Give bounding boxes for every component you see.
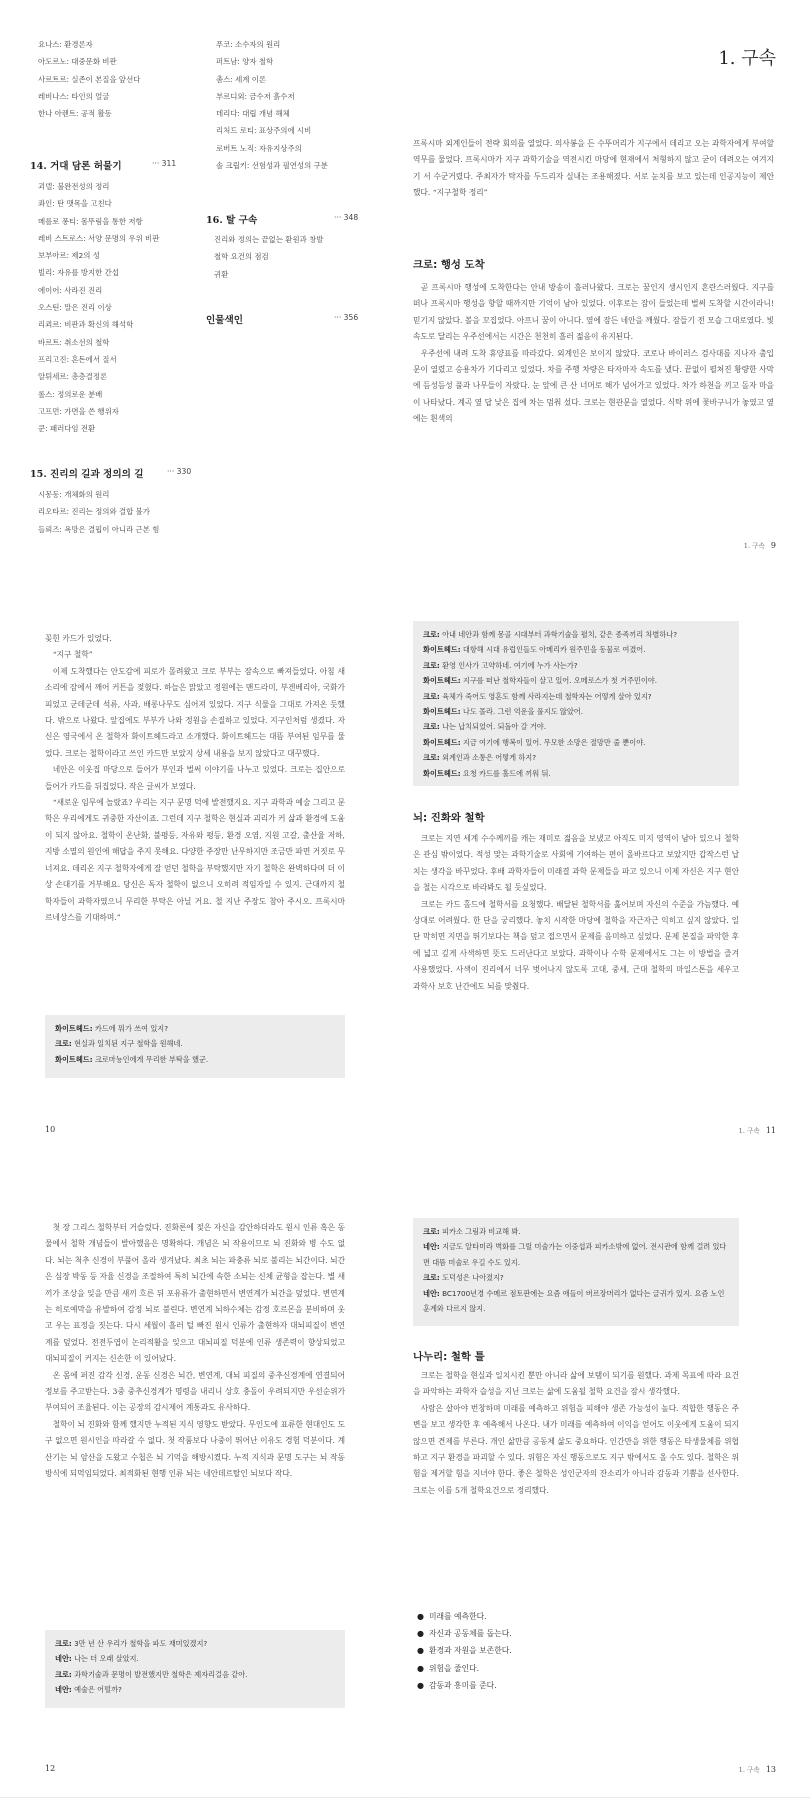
toc-entry[interactable]: 촘스: 세계 이론 [216, 74, 267, 84]
toc-entry[interactable]: 부르디외: 금수저 흙수저 [216, 91, 295, 101]
body-text [413, 831, 739, 995]
body-text [45, 1220, 345, 1483]
toc-entry[interactable]: 솔 크립키: 선험성과 필연성의 구분 [216, 161, 328, 171]
toc-chapter-14-title[interactable]: 14. 거대 담론 허물기 [30, 161, 122, 172]
dialogue-box [45, 1630, 345, 1708]
dialogue-line [423, 658, 729, 673]
toc-entry[interactable]: 롤스: 정의로운 분배 [38, 389, 103, 399]
intro-paragraph: 프록시마 외계인들이 전략 회의를 열었다. 의사봉을 든 수뚜머리가 지구에서 데리고 오는 과학자에게 부여할 역무를 물었다. 프록시마가 지구 과학기술을 역전시킨 마당에 현재에서 처형하지 않고 굳이 데려오는 여겨지기 서 수군거렸다. 주최자가 탁자를 두드리자 실내는 조용해졌다. 서로 눈치를 보고 있는데 인공지능이 제안했다. “지구철학 정리” [413, 139, 774, 198]
toc-entry[interactable]: 아도르노: 대중문화 비판 [38, 57, 117, 67]
page-folio [45, 1764, 55, 1773]
toc-chapter-16-title[interactable]: 16. 탈 구속 [206, 215, 258, 226]
speaker: 네안: [423, 1288, 440, 1298]
running-head: 1. 구속 [738, 1766, 760, 1774]
chapter-intro [413, 136, 774, 202]
paragraph: “새로운 임무에 놀랐죠? 우리는 지구 문명 덕에 발전했지요. 지구 과학과 예술 그리고 문학은 우리에게도 귀중한 자산이죠. 그런데 지구 철학은 현실과 괴리가 커 삶과 환경에 도움이 되지 않아요. 철학이 온난화, 불평등, 자유와 평등, 환경 오염, 지원 고갈, 출산율 저하, 지방 소멸의 원인에 해답을 주지 못해요. 다양한 주장만 난무하지만 조금만 파면 거짓로 무너져요. 데리온 지구 철학자에게 잘 얻던 철학을 부탁했지만 자기 철학은 완벽하다며 더 이상 손대기를 거부해요. 당신은 독자 철학이 없으니 오히려 적임자일 수 있지. 근대까지 철학자들이 과학자였으니 무리한 부탁은 아닐 거요. 철 지난 주장도 참아 주시오. 프록시마 르네상스를 기대하며.” [45, 798, 345, 922]
toc-chapter-16-items [214, 231, 323, 283]
utterance: 지금 여기에 행복이 있어. 무모한 소망은 절망만 줄 뿐이야. [462, 737, 646, 747]
page-11 [405, 599, 810, 1198]
paragraph: 철학이 뇌 진화와 함께 했지만 누적된 지식 영향도 받았다. 무인도에 표류한 현대인도 도구 없으면 원시인을 따라갈 수 없다. 첫 작품보다 나중이 뛰어난 이유도 경험 덕분이다. 계산기는 뇌 암산을 도왔고 수첩은 뇌 기억을 해방시켰다. 누적 지식과 문명 도구는 뇌 작동 방식에 되먹임되었다. 최적화된 현행 인류 뇌는 네안데르탈인 뇌보다 작다. [45, 1419, 345, 1479]
list-item: ● 미래를 예측한다. [417, 1608, 512, 1625]
list-item: ● 자신과 공동체를 돕는다. [417, 1625, 512, 1642]
toc-entry[interactable]: 퍼트남: 양자 철학 [216, 57, 274, 67]
dialogue-line [423, 627, 729, 642]
dialogue-line [423, 1270, 729, 1285]
toc-entry[interactable]: 진리와 정의는 끝없는 환원과 창발 [214, 235, 324, 244]
toc-entry[interactable]: 보부아르: 제2의 성 [38, 251, 100, 261]
page-number: 9 [770, 541, 776, 550]
dialogue-line [423, 642, 729, 657]
page-number: 13 [765, 1765, 776, 1774]
list-item: ● 위험을 줄인다. [417, 1660, 512, 1677]
utterance: 카드에 뭐가 쓰여 있지? [94, 1024, 169, 1033]
paragraph: 곧 프록시마 행성에 도착한다는 안내 방송이 흘러나왔다. 크로는 꿈인지 생시인지 혼란스러웠다. 지구를 떠나 프록시마 행성을 향할 때까지만 기억이 남아 있었다. 이후로는 잠이 들었는데 벌써 도착할 시간이라니! 믿기지 않았다. 볼을 꼬집었다. 아프니 꿈이 아니다. 옆에 잠든 네안을 깨웠다. 잠들기 전 모습 그대로였다. 빛 속도로 달리는 우주선에서는 시간은 천천히 흘러 젊음이 유지된다. [413, 283, 774, 342]
speaker: 네안: [55, 1654, 72, 1664]
speaker: 네안: [423, 1242, 440, 1252]
utterance: 예술은 어떨까? [74, 1685, 122, 1695]
toc-entry[interactable]: 쿤: 패러다임 전환 [38, 424, 96, 434]
utterance: 나는 납치되었어. 되돌아 갈 거야. [442, 722, 547, 732]
speaker: 크로: [423, 722, 440, 732]
speaker: 크로: [423, 630, 440, 639]
speaker: 화이트헤드: [423, 768, 461, 778]
speaker: 크로: [423, 691, 440, 701]
toc-entry[interactable]: 에이어: 사라진 진리 [38, 285, 103, 295]
toc-entry[interactable]: 리처드 로티: 표상주의에 시비 [216, 126, 312, 136]
body-text [45, 631, 345, 926]
utterance: 대항해 시대 유럽인들도 아메리카 원주민을 동물로 여겼어. [462, 645, 646, 655]
speaker: 화이트헤드: [423, 645, 461, 655]
toc-entry[interactable]: 메를로 퐁티: 몸뚜림을 통한 저항 [38, 216, 143, 226]
toc-entry[interactable]: 리쾨르: 비판과 확신의 해석학 [38, 320, 134, 330]
speaker: 화이트헤드: [55, 1054, 93, 1064]
dialogue-line [423, 1286, 729, 1317]
page-12 [0, 1198, 405, 1797]
toc-page [0, 0, 405, 599]
page-folio [739, 1764, 776, 1774]
paragraph: 네안은 이웃집 마당으로 들어가 부인과 벌써 이야기를 나누고 있었다. 크로는 집안으로 들어가 카드를 뒤집었다. 작은 글씨가 보였다. [45, 765, 345, 791]
section-heading: 나누리: 철학 틀 [413, 1351, 485, 1363]
toc-entry[interactable]: 들뢰즈: 욕망은 결핍이 아니라 근본 힘 [38, 524, 160, 534]
speaker: 크로: [55, 1639, 72, 1648]
toc-entry[interactable]: 철학 요건의 점검 [214, 252, 269, 262]
running-head: 1. 구속 [738, 1127, 760, 1135]
utterance: 육체가 죽어도 영혼도 함께 사라지는데 철학자는 어떻게 살아 있지? [442, 691, 652, 701]
paragraph: “지구 철학” [52, 650, 93, 660]
utterance: 현실과 일치된 지구 철학을 원해네. [74, 1039, 183, 1049]
body-text [413, 280, 774, 428]
dialogue-box [413, 1218, 739, 1326]
requirements-list [417, 1608, 512, 1694]
utterance: 지금도 알타미라 벽화를 그릴 미술가는 이중섭과 피카소밖에 없어. 전시관에 함께 걸려 있다면 대뜸 미술로 우길 수도 있지. [423, 1242, 727, 1267]
page-folio [45, 1125, 55, 1134]
toc-entry[interactable]: 요나스: 환경론자 [38, 40, 93, 49]
paragraph: 이제 도착했다는 안도감에 피로가 몰려왔고 크로 부부는 잠속으로 빠져들었다. 아침 새소리에 잠에서 깨어 커튼을 젖혔다. 하늘은 맑았고 정원에는 맨드라미, 부겐베리아, 국화가 피었고 군데군데 석류, 사과, 배롱나무도 심어져 있었다. 지구 식물을 그대로 가져온 듯했다. 밖으로 나왔다. 앞집에도 부부가 나와 정원을 손질하고 있었다. 지구인처럼 생겼다. 자신은 영국에서 온 철학자 화이트헤드라고 소개했다. 화이트헤드는 대뜸 부여된 임무를 물었다. 크로는 철학이라고 쓰인 카드만 보았지 상세 내용을 보지 않았다고 대꾸했다. [45, 666, 345, 758]
speaker: 네안: [55, 1685, 72, 1695]
toc-chapter-15-items [38, 486, 159, 538]
toc-entry[interactable]: 오스틴: 말은 진리 이상 [38, 303, 112, 313]
dialogue-line [423, 1224, 729, 1239]
toc-entry[interactable]: 로버트 노직: 자유지상주의 [216, 143, 302, 153]
dialogue-line [423, 766, 729, 781]
paragraph: 온 몸에 퍼진 감각 신경, 운동 신경은 뇌간, 변연계, 대뇌 피질의 중추신경계에 연결되어 정보를 주고받는다. 3중 중추신경계가 명령을 내리니 상호 충돌이 우려되지만 우선순위가 부여되어 조율된다. 이는 공장의 감시제어 계통과도 유사하다. [45, 1370, 345, 1413]
speaker: 화이트헤드: [55, 1024, 93, 1033]
dialogue-line [55, 1682, 335, 1697]
speaker: 화이트헤드: [423, 707, 461, 717]
utterance: 지구를 떠난 철학자들이 살고 있어. 오메로스가 첫 거주민이야. [462, 676, 658, 686]
list-item: ● 감동과 흥미를 준다. [417, 1677, 512, 1694]
page-number: 12 [45, 1764, 56, 1773]
list-item: ● 환경과 자원을 보존한다. [417, 1642, 512, 1659]
utterance: 나도 몰라. 그런 억운을 풀지도 않았어. [462, 707, 584, 717]
dialogue-line [423, 704, 729, 719]
speaker: 크로: [55, 1669, 72, 1679]
page-folio [744, 540, 776, 550]
dialogue-line [423, 735, 729, 750]
page-10 [0, 599, 405, 1198]
utterance: 피카소 그림과 비교해 봐. [442, 1227, 521, 1236]
toc-index-title[interactable]: 인물색인 [206, 315, 244, 326]
page-9 [405, 0, 810, 599]
toc-chapter-15-page: ··· 330 [167, 467, 192, 476]
dialogue-line [55, 1036, 335, 1051]
section-heading: 뇌: 진화와 철학 [413, 812, 485, 824]
toc-col1-intro [38, 36, 140, 122]
dialogue-line [55, 1667, 335, 1682]
utterance: 크로마뇽인에게 무리한 부탁을 했군. [94, 1054, 209, 1064]
paragraph: 사람은 살아야 번창하며 미래를 예측하고 위험을 피해야 생존 가능성이 높다. 적합한 행동은 주변을 보고 생각한 후 예측해서 나온다. 내가 미래를 예측하여 이익을 얻어도 이웃에게 도움이 되지 않으면 견제를 부른다. 개인 삶만큼 공동체 삶도 중요하다. 인간만을 위한 행동은 타생물체를 위협하고 지구 환경을 파괴할 수 있다. 위험은 자신 행동으로도 지구 밖에서도 올 수도 있다. 철학은 위험을 제거할 힘을 지녀야 한다. 좋은 철학은 성인군자의 잔소리가 아니라 감동과 기쁨을 선사한다. 크로는 이를 5개 철학요건으로 정리했다. [413, 1403, 739, 1495]
toc-entry[interactable]: 빌리: 자유를 방지한 간섭 [38, 268, 119, 278]
toc-entry[interactable]: 한나 아렌트: 공적 활동 [38, 109, 112, 119]
toc-entry[interactable]: 콰인: 탄 맷목을 고친다 [38, 199, 112, 209]
utterance: 과학기술과 문명이 발전했지만 철학은 제자리걸음 같아. [74, 1669, 248, 1679]
speaker: 크로: [423, 660, 440, 670]
toc-entry[interactable]: 알튀세르: 총층결정론 [38, 372, 108, 382]
dialogue-line [423, 673, 729, 688]
utterance: BC1700년경 수메르 점토판에는 요즘 애들이 버르장머리가 없다는 글귀가 있지. 요즘 노인 훈계와 다르지 않지. [423, 1288, 725, 1314]
speaker: 크로: [423, 1227, 440, 1236]
paragraph: 꽂힌 카드가 있었다. [45, 634, 112, 643]
toc-col2-intro [216, 36, 328, 174]
toc-entry[interactable]: 바르트: 취소선의 철학 [38, 337, 110, 347]
dialogue-line [55, 1052, 335, 1067]
paragraph: 크로는 카드 홀드에 철학서를 요청했다. 배달된 철학서를 훑어보며 자신의 수준을 가늠했다. 예상대로 어려웠다. 한 단을 궁리했다. 놓치 시작한 마당에 철학을 자근자근 익히고 싶지 않았다. 일단 막히면 지면을 뛰기보다는 책을 덮고 접으면서 문제를 음미하고 싶었다. 문제 본질을 파악한 후에 넓고 깊게 사색하면 뜻도 드러난다고 보았다. 과학이나 수학 문제에서도 그는 이 방법을 즐겨 사용했었다. 사색이 진리에서 너무 벗어나지 않도록 고대, 중세, 근대 철학의 마일스톤을 세우고 과학사 보호 난간에도 뇌를 맞췄다. [413, 899, 739, 991]
dialogue-line [55, 1651, 335, 1666]
page-number: 11 [765, 1126, 776, 1135]
paragraph: 크로는 지연 세계 수수께끼를 캐는 재미로 젊음을 보냈고 아직도 미지 영역이 남아 있으니 철학은 관심 밖이었다. 적성 맞는 과학기술로 사회에 기여하는 편이 올바르다고 보았지만 갑작스런 납치는 생각을 바꾸었다. 후배 과학자들이 미래결 과학 문제들을 파고 있으니 이제 자신은 지구 현안을 철는 시각으로 바라봐도 될 듯싶었다. [413, 834, 739, 893]
toc-chapter-14-items [38, 178, 159, 437]
toc-entry[interactable]: 레비나스: 타인의 얼굴 [38, 91, 110, 101]
toc-entry[interactable]: 레비 스트로스: 서양 문명의 우위 비판 [38, 233, 160, 243]
toc-entry[interactable]: 푸코: 소수자의 원리 [216, 40, 281, 49]
paragraph: 크로는 철학을 현실과 일치시킨 뿐만 아니라 삶에 보탬이 되기를 원했다. 과제 목표에 따라 요건을 파악하는 과학자 습성을 지닌 크로는 삶에 도움될 철학 요건을 잠시 생각했다. [413, 1371, 739, 1397]
utterance: 도덕성은 나아졌지? [442, 1273, 504, 1283]
body-text [413, 1368, 739, 1499]
toc-entry[interactable]: 프리고진: 혼돈에서 질서 [38, 354, 117, 364]
page-number: 10 [45, 1125, 56, 1134]
toc-entry[interactable]: 시몽동: 개체화의 원리 [38, 490, 110, 499]
paragraph: 첫 장 그리스 철학부터 거슬렀다. 진화론에 젖은 자신을 감안하더라도 원시 인류 혹은 동물에서 철학 개념들이 발아했음은 명확하다. 개념은 뇌 작용이므로 뇌 진화와 병 수도 없다. 뇌는 척추 신경이 부풀어 올라 생겨났다. 최초 뇌는 파충류 뇌로 불리는 뇌간이다. 뇌간은 심장 박동 등 자율 신경을 조절하여 특히 뇌간에 속한 소뇌는 신체 균형을 잡는다. 별 새끼가 조상을 잊을 만큼 새끼 흐른 뒤 포유류가 출현하면서 변연계가 뇌간을 덮었다. 변연계는 히로예막을 유발하여 감정 뇌로 불린다. 변연계 뇌하수체는 감정 호르몬을 분비하며 웃고 우는 표정을 짓는다. 다시 세월이 흘러 털 빠진 원시 인류가 출현하자 대뇌피질이 변연계를 덮었다. 전전두엽이 논리적활을 잊으고 대뇌피질 덕분에 인류 생존력이 향상되었고 대뇌피질이 커지는 신손한 이 있어났다. [45, 1223, 345, 1364]
speaker: 크로: [423, 753, 440, 763]
toc-chapter-14-page: ··· 311 [152, 159, 177, 168]
toc-chapter-16-page: ··· 348 [334, 213, 359, 222]
speaker: 화이트헤드: [423, 737, 461, 747]
dialogue-line [55, 1021, 335, 1036]
toc-index-page: ··· 356 [334, 313, 359, 322]
utterance: 환영 인사가 고약하네. 여기에 누가 사는가? [442, 660, 578, 670]
speaker: 화이트헤드: [423, 676, 461, 686]
section-heading: 크로: 행성 도착 [413, 259, 485, 271]
utterance: 나는 더 오래 살았지. [74, 1654, 139, 1664]
dialogue-box [413, 621, 739, 786]
speaker: 크로: [423, 1273, 440, 1283]
page-13 [405, 1198, 810, 1797]
toc-entry[interactable]: 귀환 [214, 269, 229, 279]
utterance: 외계인과 소통은 어떻게 하지? [442, 753, 537, 763]
chapter-title: 1. 구속 [718, 48, 776, 69]
speaker: 크로: [55, 1039, 72, 1049]
toc-entry[interactable]: 사르트르: 실존이 본질을 앞선다 [38, 74, 141, 84]
toc-entry[interactable]: 고프먼: 가면을 쓴 행위자 [38, 406, 119, 416]
utterance: 요청 카드를 홀드에 끼워 둬. [462, 768, 551, 778]
toc-chapter-15-title[interactable]: 15. 진리의 길과 정의의 길 [30, 469, 144, 480]
dialogue-box [45, 1015, 345, 1078]
dialogue-line [423, 719, 729, 734]
page-folio [739, 1125, 776, 1135]
dialogue-line [55, 1636, 335, 1651]
toc-entry[interactable]: 데리다: 대립 개념 해체 [216, 109, 290, 119]
dialogue-line [423, 689, 729, 704]
toc-entry[interactable]: 괴델: 불완전성의 정리 [38, 182, 110, 191]
paragraph: 우주선에 내려 도착 휴양표를 따라갔다. 외계인은 보이지 않았다. 코로나 바이러스 검사대를 지나자 출입문이 열렸고 승용차가 기다리고 있었다. 차를 주행 차량은 타자마자 속도를 냈다. 끝없이 펼쳐진 황량한 사막에 듬성듬성 풀과 나무들이 자랐다. 눈 앞에 큰 산 너머로 해가 넘어가고 있었다. 차가 하천을 끼고 돌자 마을이 나타났다. 계곡 옆 답 낮은 집에 차는 멈춰 섰다. 크로는 현관문을 열었다. 식탁 위에 꽃바구니가 놓였고 옆에는 흰색의 [413, 348, 774, 424]
dialogue-line [423, 1239, 729, 1270]
utterance: 3만 년 산 우리가 철학을 파도 재미있겠지? [74, 1639, 208, 1648]
dialogue-line [423, 750, 729, 765]
running-head: 1. 구속 [743, 542, 765, 550]
toc-entry[interactable]: 리오타르: 진리는 정의와 결합 불가 [38, 507, 150, 517]
utterance: 아내 네안과 함께 몽골 시대부터 과학기술을 펼치, 같은 종족끼리 차별하나? [442, 630, 678, 639]
